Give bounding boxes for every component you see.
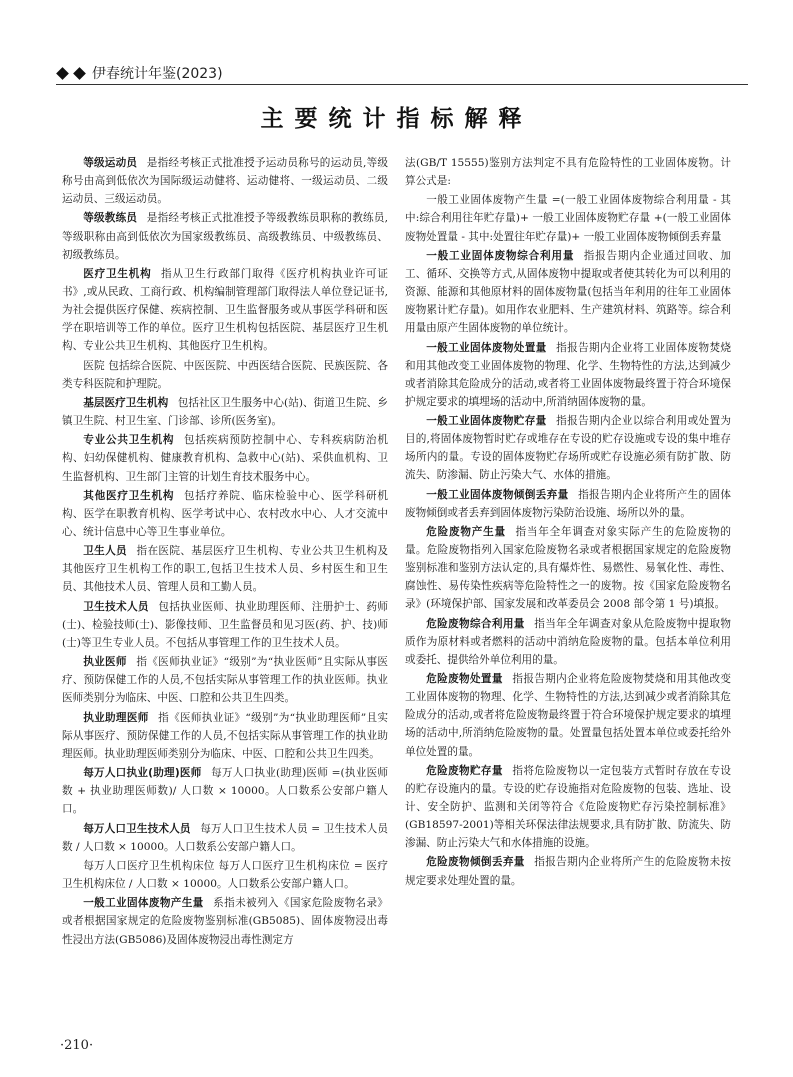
definition-paragraph	[405, 762, 731, 852]
definition-term: 执业医师	[83, 656, 127, 669]
right-column	[405, 154, 731, 891]
definition-term: 危险废物贮存量	[426, 764, 503, 777]
definition-text: 包括社区卫生服务中心(站)、街道卫生院、乡镇卫生院、村卫生室、门诊部、诊所(医务室)。	[62, 396, 388, 428]
definition-paragraph	[62, 764, 388, 818]
definition-paragraph	[62, 209, 388, 263]
definition-paragraph	[62, 653, 388, 707]
definition-paragraph	[405, 523, 731, 613]
definition-term: 一般工业固体废物处置量	[426, 341, 547, 354]
definition-paragraph	[62, 394, 388, 430]
left-column	[62, 154, 388, 950]
definition-text: 指将危险废物以一定包装方式暂时存放在专设的贮存设施内的量。专设的贮存设施指对危险废物的包装、选址、设计、安全防护、监测和关闭等符合《危险废物贮存污染控制标准》(GB18597-2001)等相关环保法律法规要求,具有防扩散、防流失、防渗漏、防止污染大气和水体措施的设施。	[405, 764, 732, 850]
definition-term: 危险废物综合利用量	[426, 617, 525, 630]
definition-term: 其他医疗卫生机构	[83, 489, 175, 502]
definition-text: 指报告期内企业通过回收、加工、循环、交换等方式,从固体废物中提取或者使其转化为可以利用的资源、能源和其他原材料的固体废物量(包括当年利用的往年工业固体废物累计贮存量)。如用作农业肥料、生产建筑材料、筑路等。综合利用量由原产生固体废物的单位统计。	[405, 249, 732, 335]
definition-term: 卫生技术人员	[83, 600, 149, 613]
definition-text: 医院 包括综合医院、中医医院、中西医结合医院、民族医院、各类专科医院和护理院。	[62, 359, 388, 390]
definition-term: 危险废物产生量	[426, 526, 506, 538]
definition-text: 指报告期内企业将所产生的危险废物未按规定要求处理处置的量。	[405, 856, 731, 887]
definition-paragraph	[62, 820, 388, 856]
definition-paragraph	[405, 670, 731, 760]
definition-paragraph	[62, 542, 388, 596]
definition-paragraph	[405, 339, 731, 411]
definition-term: 等级教练员	[83, 212, 138, 225]
definition-term: 基层医疗卫生机构	[83, 396, 169, 409]
definition-text: 每万人口医疗卫生机构床位 每万人口医疗卫生机构床位 = 医疗卫生机构床位 / 人口数 × 10000。人口数系公安部户籍人口。	[62, 860, 388, 891]
continued-paragraph: 法(GB/T 15555)鉴别方法判定不具有危险特性的工业固体废物。计算公式是:	[405, 157, 731, 188]
definition-paragraph	[62, 154, 388, 208]
definition-text: 指在医院、基层医疗卫生机构、专业公共卫生机构及其他医疗卫生机构工作的职工,包括卫生技术人员、乡村医生和卫生员、其他技术人员、管理人员和工勤人员。	[62, 545, 389, 594]
definition-term: 一般工业固体废物产生量	[83, 897, 204, 910]
definition-text: 包括疗养院、临床检验中心、医学科研机构、医学在职教育机构、医学考试中心、农村改水中心、人才交流中心、统计信息中心等卫生事业单位。	[62, 489, 389, 538]
definition-text: 包括执业医师、执业助理医师、注册护士、药师(士)、检验技师(士)、影像技师、卫生监督员和见习医(药、护、技)师(士)等卫生专业人员。不包括从事管理工作的卫生技术人员。	[62, 600, 389, 649]
definition-term: 卫生人员	[83, 545, 127, 558]
definition-term: 执业助理医师	[83, 711, 149, 724]
right-items	[405, 247, 731, 890]
definition-term: 一般工业固体废物综合利用量	[426, 249, 575, 262]
definition-paragraph	[405, 615, 731, 669]
definition-text: 每万人口卫生技术人员 = 卫生技术人员数 / 人口数 × 10000。人口数系公安部户籍人口。	[62, 822, 388, 853]
definition-term: 每万人口执业(助理)医师	[83, 767, 202, 780]
definition-paragraph	[62, 487, 388, 541]
definition-text: 包括疾病预防控制中心、专科疾病防治机构、妇幼保健机构、健康教育机构、急救中心(站)、采供血机构、卫生监督机构、卫生部门主管的计划生育技术服务中心。	[62, 434, 389, 483]
definition-paragraph	[62, 894, 388, 948]
definition-text: 指报告期内企业以综合利用或处置为目的,将固体废物暂时贮存或堆存在专设的贮存设施或专设的集中堆存场所内的量。专设的固体废物贮存场所或贮存设施必须有防扩散、防流失、防渗漏、防止污染大气、水体的措施。	[405, 415, 732, 482]
definition-term: 等级运动员	[83, 157, 138, 169]
definition-term: 危险废物处置量	[426, 673, 503, 686]
definition-text: 每万人口执业(助理)医师 =(执业医师数 + 执业助理医师数)/ 人口数 × 10000。人口数系公安部户籍人口。	[62, 767, 388, 816]
definition-text: 指《医师执业证》“级别”为“执业助理医师”且实际从事医疗、预防保健工作的人员,不包括实际从事管理工作的执业助理医师。执业助理医师类别分为临床、中医、口腔和公共卫生四类。	[62, 711, 389, 760]
definition-text: 指《医师执业证》“级别”为“执业医师”且实际从事医疗、预防保健工作的人员,不包括实际从事管理工作的执业医师。执业医师类别分为临床、中医、口腔和公共卫生四类。	[62, 656, 389, 705]
definition-text: 是指经考核正式批准授予运动员称号的运动员,等级称号由高到低依次为国际级运动健将、运动健将、一级运动员、二级运动员、三级运动员。	[62, 157, 388, 206]
definition-paragraph	[405, 853, 731, 889]
definition-text: 指报告期内企业将危险废物焚烧和用其他改变工业固体废物的物理、化学、生物特性的方法,达到减少或者消除其危险成分的活动,或者将危险废物最终置于符合环境保护规定要求的填埋场的活动中,所消纳危险废物的量。处置量包括处置本单位或委托给外单位处置的量。	[405, 673, 732, 758]
definition-text: 指当年全年调查对象从危险废物中提取物质作为原材料或者燃料的活动中消纳危险废物的量。包括本单位利用或委托、提供给外单位利用的量。	[405, 617, 731, 666]
book-title: 伊春统计年鉴(2023)	[92, 66, 223, 82]
definition-paragraph	[405, 486, 731, 522]
definition-term: 专业公共卫生机构	[83, 434, 175, 447]
definition-text: 指从卫生行政部门取得《医疗机构执业许可证书》,或从民政、工商行政、机构编制管理部门取得法人单位登记证书,为社会提供医疗保健、疾病控制、卫生监督服务或从事医学科研和医学在职培训等工作的单位。医疗卫生机构包括医院、基层医疗卫生机构、专业公共卫生机构、其他医疗卫生机构。	[62, 267, 389, 353]
definition-paragraph	[62, 598, 388, 652]
definition-paragraph	[62, 709, 388, 763]
diamond-bullet-icon	[73, 67, 86, 80]
running-header	[58, 63, 223, 83]
header-rule	[56, 84, 748, 85]
definition-term: 每万人口卫生技术人员	[83, 822, 191, 835]
page-number: ·210·	[60, 1038, 94, 1053]
definition-text: 指报告期内企业将工业固体废物焚烧和用其他改变工业固体废物的物理、化学、生物特性的方法,达到减少或者消除其危险成分的活动,或者将工业固体废物最终置于符合环境保护规定要求的填埋场的活动中,所消纳固体废物的量。	[405, 341, 732, 408]
page-title: 主要统计指标解释	[260, 106, 533, 132]
definition-term: 一般工业固体废物倾倒丢弃量	[426, 488, 569, 501]
definition-term: 医疗卫生机构	[83, 267, 152, 280]
definition-paragraph	[62, 857, 388, 893]
formula: 一般工业固体废物产生量 =(一般工业固体废物综合利用量 - 其中:综合利用往年贮存量)+ 一般工业固体废物贮存量 +(一般工业固体废物处置量 - 其中:处置往年贮存量)+ 一般工业固体废物倾倒丢弃量	[405, 194, 731, 243]
definition-paragraph	[405, 247, 731, 337]
definition-text: 系指未被列入《国家危险废物名录》或者根据国家规定的危险废物鉴别标准(GB5085)、固体废物浸出毒性浸出方法(GB5086)及固体废物浸出毒性测定方	[62, 897, 389, 946]
diamond-bullet-icon	[56, 67, 69, 80]
definition-term: 危险废物倾倒丢弃量	[426, 856, 525, 869]
definition-term: 一般工业固体废物贮存量	[426, 415, 547, 428]
definition-text: 是指经考核正式批准授予等级教练员职称的教练员,等级职称由高到低依次为国家级教练员、高级教练员、中级教练员、初级教练员。	[62, 212, 388, 261]
definition-paragraph	[405, 412, 731, 484]
definition-paragraph	[62, 431, 388, 485]
definition-paragraph	[62, 357, 388, 393]
definition-text: 指当年全年调查对象实际产生的危险废物的量。危险废物指列入国家危险废物名录或者根据国家规定的危险废物鉴别标准和鉴别方法认定的,具有爆炸性、易燃性、易氧化性、毒性、腐蚀性、易传染性疾病等危险特性之一的废物。按《国家危险废物名录》(环境保护部、国家发展和改革委员会 2008 部令第 1 号)填报。	[405, 526, 732, 611]
definition-text: 指报告期内企业将所产生的固体废物倾倒或者丢弃到固体废物污染防治设施、场所以外的量。	[405, 488, 731, 519]
definition-paragraph	[62, 265, 388, 355]
